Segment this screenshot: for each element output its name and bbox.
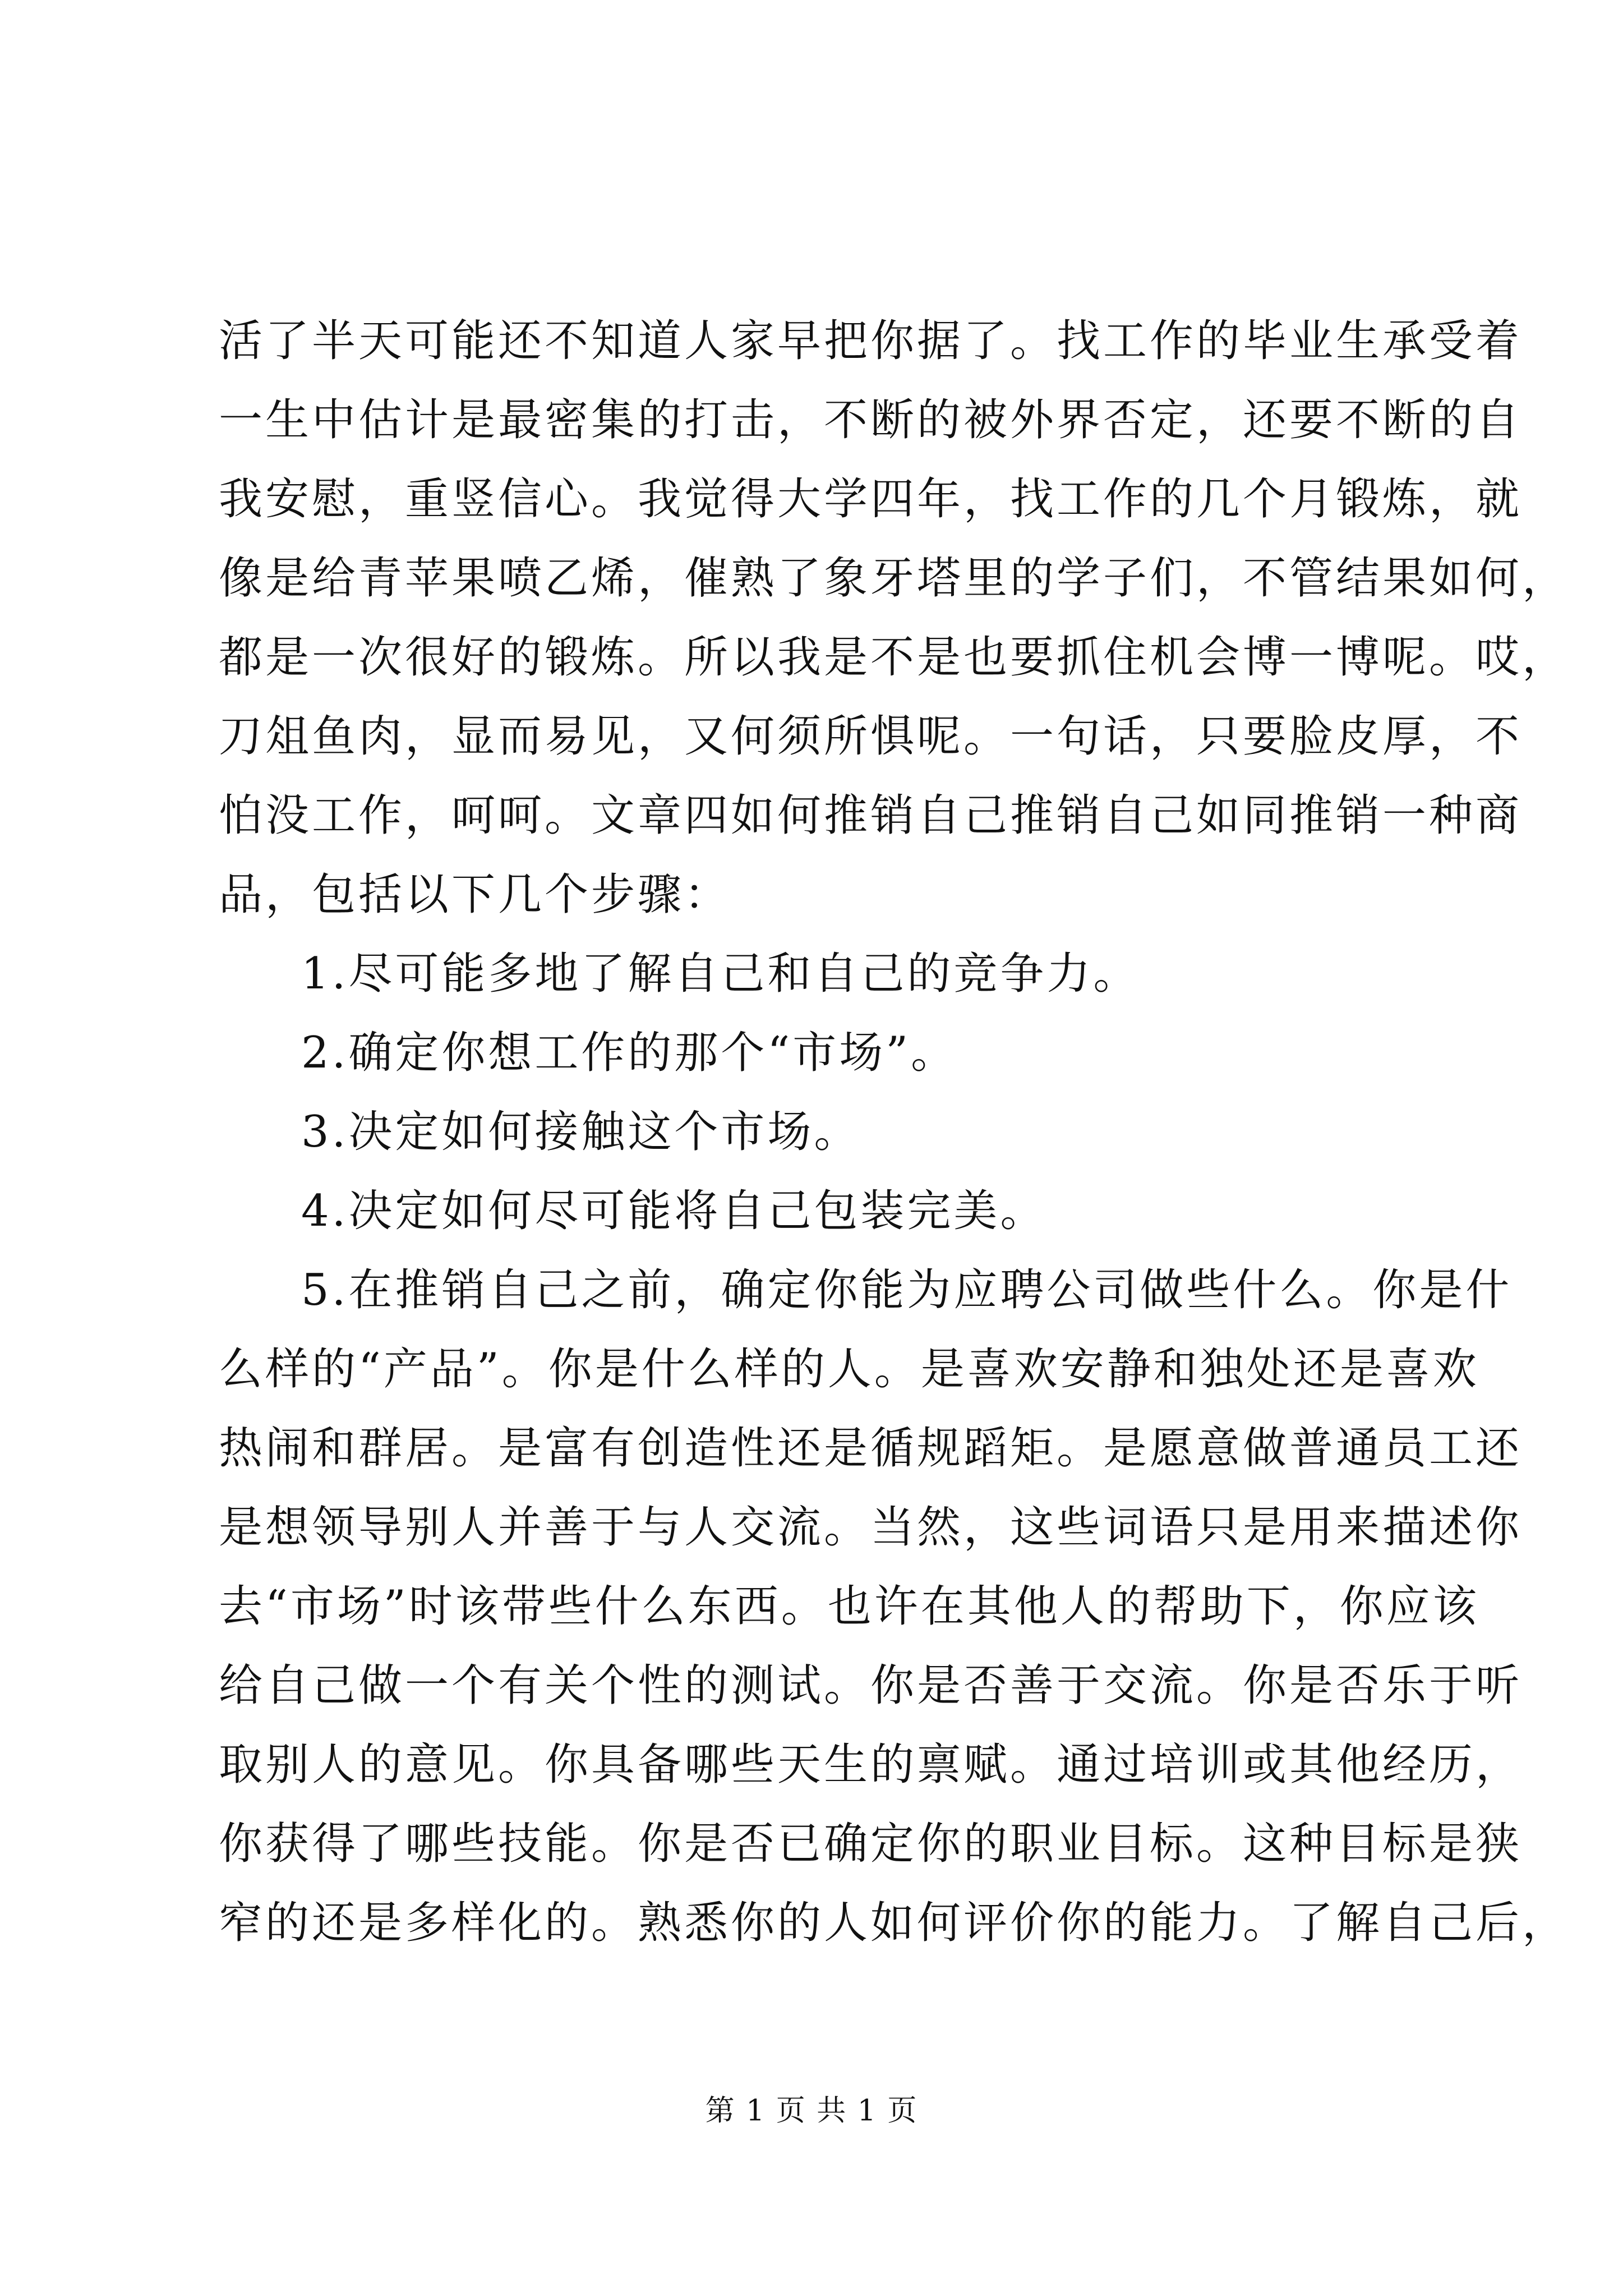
text-line: 窄的还是多样化的。熟悉你的人如何评价你的能力。了解自己后， [219, 1898, 1569, 1948]
document-body [219, 302, 1569, 1963]
text-line: 么样的“产品”。你是什么样的人。是喜欢安静和独处还是喜欢 [219, 1344, 1479, 1395]
text-line: 是想领导别人并善于与人交流。当然，这些词语只是用来描述你 [219, 1502, 1523, 1553]
text-line: 品，包括以下几个步骤： [219, 869, 731, 920]
list-item-5: 5.在推销自己之前，确定你能为应聘公司做些什么。你是什 [301, 1265, 1513, 1315]
list-item-1: 1.尽可能多地了解自己和自己的竞争力。 [301, 949, 1140, 999]
text-line: 刀俎鱼肉，显而易见，又何须所惧呢。一句话，只要脸皮厚，不 [219, 711, 1523, 762]
text-line: 我安慰，重竖信心。我觉得大学四年，找工作的几个月锻炼，就 [219, 474, 1523, 524]
text-line: 怕没工作，呵呵。文章四如何推销自己推销自己如同推销一种商 [219, 790, 1523, 841]
text-line: 去“市场”时该带些什么东西。也许在其他人的帮助下，你应该 [219, 1581, 1479, 1632]
text-line: 都是一次很好的锻炼。所以我是不是也要抓住机会博一博呢。哎， [219, 632, 1569, 683]
text-line: 给自己做一个有关个性的测试。你是否善于交流。你是否乐于听 [219, 1660, 1523, 1711]
page-footer: 第 1 页 共 1 页 [705, 2094, 918, 2128]
list-item-3: 3.决定如何接触这个市场。 [301, 1107, 861, 1157]
text-line: 你获得了哪些技能。你是否已确定你的职业目标。这种目标是狭 [219, 1819, 1523, 1869]
text-line: 取别人的意见。你具备哪些天生的禀赋。通过培训或其他经历， [219, 1740, 1523, 1790]
text-line: 一生中估计是最密集的打击，不断的被外界否定，还要不断的自 [219, 395, 1523, 445]
text-line: 热闹和群居。是富有创造性还是循规蹈矩。是愿意做普通员工还 [219, 1423, 1523, 1474]
list-item-4: 4.决定如何尽可能将自己包装完美。 [301, 1186, 1047, 1236]
list-item-2: 2.确定你想工作的那个“市场”。 [301, 1028, 958, 1078]
text-line: 活了半天可能还不知道人家早把你据了。找工作的毕业生承受着 [219, 316, 1523, 366]
text-line: 像是给青苹果喷乙烯，催熟了象牙塔里的学子们，不管结果如何， [219, 553, 1569, 604]
